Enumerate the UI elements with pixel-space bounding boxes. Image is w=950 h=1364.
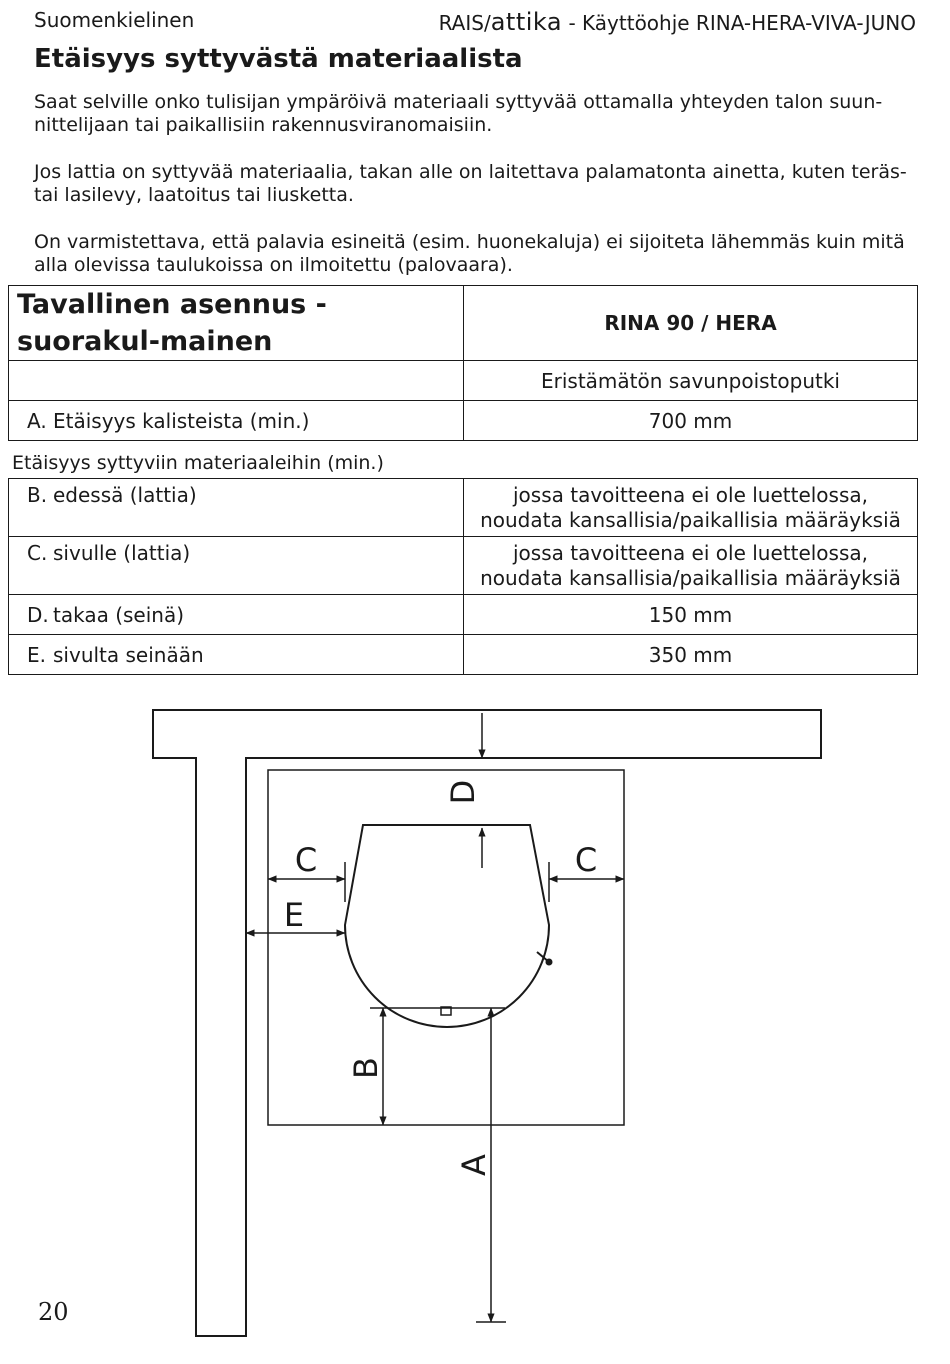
pipe-type: Eristämätön savunpoistoputki	[464, 361, 918, 401]
header-doc-title	[439, 8, 916, 36]
row-label-cell	[9, 635, 464, 675]
row-value	[464, 479, 918, 537]
page-title: Etäisyys syttyvästä materiaalista	[34, 44, 523, 74]
row-value-line1: jossa tavoitteena ei ole luettelossa,	[513, 482, 868, 507]
distance-table	[8, 478, 918, 675]
label-e: E	[283, 896, 305, 934]
row-label-cell	[9, 537, 464, 595]
row-text: takaa (seinä)	[53, 602, 185, 627]
header-language: Suomenkielinen	[34, 8, 195, 32]
page-number: 20	[38, 1298, 69, 1326]
model-name: RINA 90 / HERA	[464, 286, 918, 361]
label-a: A	[455, 1154, 493, 1176]
row-a-letter: A.	[27, 408, 47, 433]
doc-title: - Käyttöohje RINA-HERA-VIVA-JUNO	[562, 11, 916, 35]
empty-cell	[9, 361, 464, 401]
row-label-cell	[9, 595, 464, 635]
table-row	[9, 595, 918, 635]
row-value-line1: jossa tavoitteena ei ole luettelossa,	[513, 540, 868, 565]
paragraph-1: Saat selville onko tulisijan ympäröivä materiaali syttyvää ottamalla yhteyden talon suun-nittelijaan tai paikallisiin rakennusviranomaisiin.	[34, 91, 883, 136]
paragraph-2: Jos lattia on syttyvää materiaalia, takan alle on laitettava palamatonta ainetta, kuten teräs- tai lasilevy, laatoitus tai liusketta.	[34, 161, 907, 206]
row-value-line2: noudata kansallisia/paikallisia määräyksiä	[480, 507, 901, 532]
row-letter: D.	[27, 602, 49, 627]
row-value: 150 mm	[464, 595, 918, 635]
installation-table	[8, 285, 918, 441]
row-value-line2: noudata kansallisia/paikallisia määräyksiä	[480, 565, 901, 590]
wall-outline	[153, 710, 821, 1336]
brand-attika: attika	[490, 8, 563, 36]
row-a-text: Etäisyys kalisteista (min.)	[53, 408, 310, 433]
row-text: sivulta seinään	[53, 642, 204, 667]
clearance-diagram	[0, 690, 950, 1364]
row-letter: C.	[27, 541, 48, 565]
row-text: edessä (lattia)	[53, 483, 197, 507]
table-row	[9, 635, 918, 675]
row-letter: E.	[27, 642, 46, 667]
table-row	[9, 479, 918, 537]
label-d: D	[444, 779, 482, 805]
table2-caption: Etäisyys syttyviin materiaaleihin (min.)	[12, 452, 384, 474]
row-a-value: 700 mm	[464, 401, 918, 441]
fireplace-body	[345, 825, 549, 1027]
row-a-label-cell	[9, 401, 464, 441]
label-b: B	[347, 1057, 385, 1079]
brand-rais: RAIS/	[438, 11, 491, 35]
row-letter: B.	[27, 483, 48, 507]
row-label-cell	[9, 479, 464, 537]
paragraph-3: On varmistettava, että palavia esineitä (esim. huonekaluja) ei sijoiteta lähemmäs kuin mitä alla olevissa taulukoissa on ilmoitettu (palovaara).	[34, 231, 905, 276]
floor-plate	[268, 770, 624, 1125]
row-text: sivulle (lattia)	[53, 541, 191, 565]
row-value: 350 mm	[464, 635, 918, 675]
label-c-right: C	[574, 841, 598, 879]
table-row	[9, 537, 918, 595]
label-c-left: C	[294, 841, 318, 879]
table-heading: Tavallinen asennus - suorakul-mainen	[9, 286, 464, 361]
handle-knob	[546, 959, 553, 966]
row-value	[464, 537, 918, 595]
